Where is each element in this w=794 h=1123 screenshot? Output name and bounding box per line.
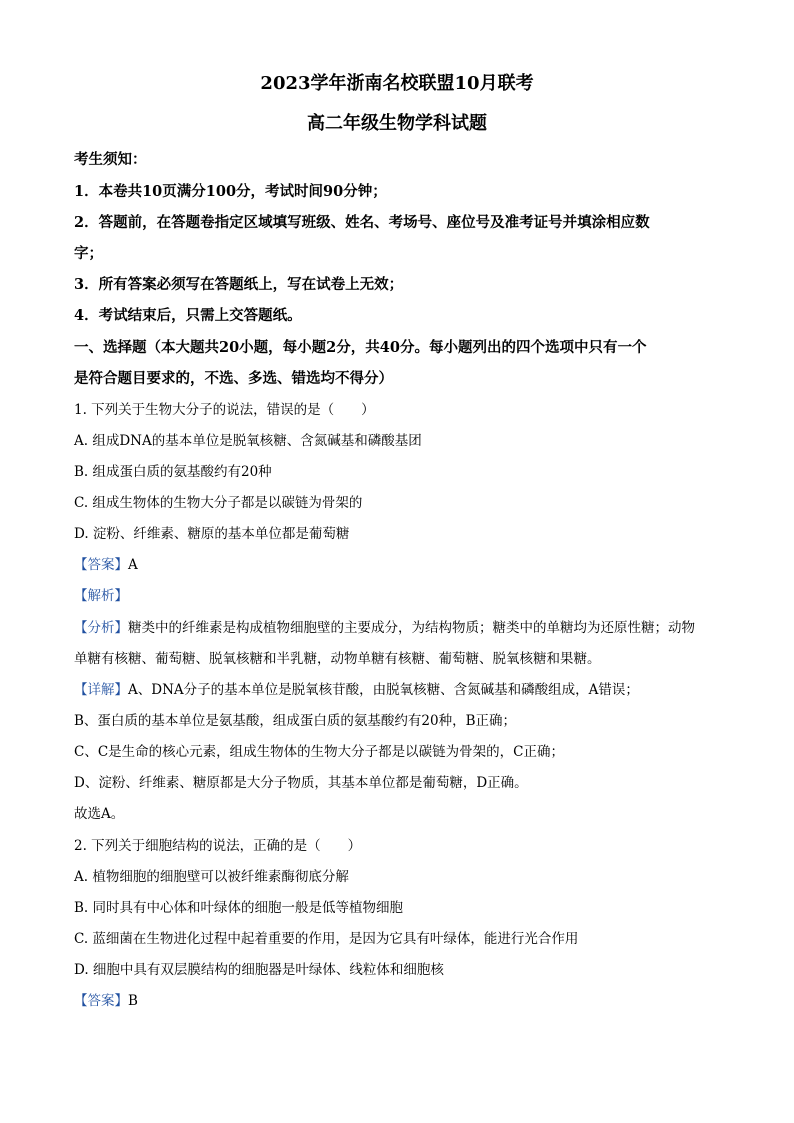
notice-item-3: 3．所有答案必须写在答题纸上，写在试卷上无效； [74,276,404,293]
question-1-xiangjie-d: D、淀粉、纤维素、糖原都是大分子物质，其基本单位都是葡萄糖，D正确。 [74,775,528,791]
xiangjie-tag: 【详解】 [74,682,128,698]
question-2-answer [74,991,724,1011]
question-1-stem: 1. 下列关于生物大分子的说法，错误的是（ ） [74,402,375,418]
notice-item-2-cont: 字； [74,245,103,262]
answer-value: A [128,557,138,573]
question-1-xiangjie [74,680,724,700]
analysis-tag: 【解析】 [74,588,128,604]
question-2-stem: 2. 下列关于细胞结构的说法，正确的是（ ） [74,838,362,854]
question-1-xiangjie-b: B、蛋白质的基本单位是氨基酸，组成蛋白质的氨基酸约有20种，B正确； [74,713,517,729]
answer-value: B [128,993,138,1009]
exam-subtitle: 高二年级生物学科试题 [307,113,487,134]
fenxi-tag: 【分析】 [74,620,128,636]
notice-item-4: 4．考试结束后，只需上交答题纸。 [74,307,302,324]
question-1-answer [74,555,724,575]
notice-item-2: 2．答题前，在答题卷指定区域填写班级、姓名、考场号、座位号及准考证号并填涂相应数 [74,214,650,231]
answer-tag: 【答案】 [74,993,128,1009]
fenxi-text: 糖类中的纤维素是构成植物细胞壁的主要成分，为结构物质；糖类中的单糖均为还原性糖；动物 [128,620,695,636]
question-2-option-a: A. 植物细胞的细胞壁可以被纤维素酶彻底分解 [74,869,349,885]
section-heading-cont: 是符合题目要求的，不选、多选、错选均不得分） [74,370,393,387]
question-2-option-d: D. 细胞中具有双层膜结构的细胞器是叶绿体、线粒体和细胞核 [74,962,444,978]
notice-heading: 考生须知： [74,151,147,168]
question-1-xiangjie-c: C、C是生命的核心元素，组成生物体的生物大分子都是以碳链为骨架的，C正确； [74,744,564,760]
answer-tag: 【答案】 [74,557,128,573]
question-1-fenxi [74,618,724,638]
xiangjie-a: A、DNA分子的基本单位是脱氧核苷酸，由脱氧核糖、含氮碱基和磷酸组成，A错误； [128,682,639,698]
exam-title: 2023学年浙南名校联盟10月联考 [260,73,534,94]
question-1-option-c: C. 组成生物体的生物大分子都是以碳链为骨架的 [74,495,363,511]
question-1-analysis [74,586,724,606]
question-1-conclusion: 故选A。 [74,806,125,822]
question-1-option-a: A. 组成DNA的基本单位是脱氧核糖、含氮碱基和磷酸基团 [74,433,422,449]
question-2-option-b: B. 同时具有中心体和叶绿体的细胞一般是低等植物细胞 [74,900,404,916]
section-heading: 一、选择题（本大题共20小题，每小题2分，共40分。每小题列出的四个选项中只有一个 [74,339,647,356]
question-2-option-c: C. 蓝细菌在生物进化过程中起着重要的作用，是因为它具有叶绿体，能进行光合作用 [74,931,579,947]
question-1-option-b: B. 组成蛋白质的氨基酸约有20种 [74,464,272,480]
notice-item-1: 1．本卷共10页满分100分，考试时间90分钟； [74,183,387,200]
question-1-fenxi-cont: 单糖有核糖、葡萄糖、脱氧核糖和半乳糖，动物单糖有核糖、葡萄糖、脱氧核糖和果糖。 [74,651,601,667]
question-1-option-d: D. 淀粉、纤维素、糖原的基本单位都是葡萄糖 [74,526,350,542]
